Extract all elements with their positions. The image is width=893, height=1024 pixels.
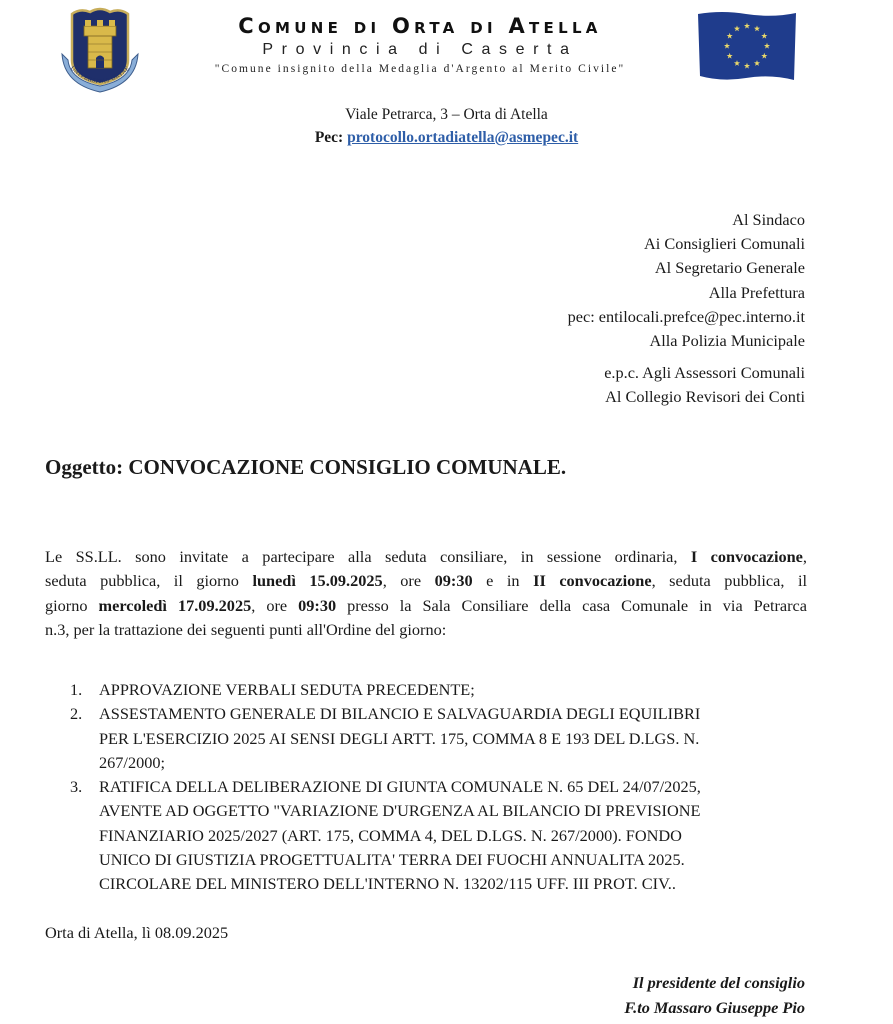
first-date: lunedì 15.09.2025: [252, 571, 383, 591]
agenda-item: [70, 775, 810, 896]
agenda-number: 1.: [70, 680, 83, 699]
body-line: [45, 594, 807, 618]
coat-of-arms-icon: [58, 4, 142, 96]
agenda-line: RATIFICA DELLA DELIBERAZIONE DI GIUNTA COMUNALE N. 65 DEL 24/07/2025,: [99, 777, 701, 797]
body-paragraph: [45, 545, 807, 643]
agenda-line: PER L'ESERCIZIO 2025 AI SENSI DEGLI ARTT. 175, COMMA 8 E 193 DEL D.LGS. N.: [99, 728, 700, 748]
signatory-role: Il presidente del consiglio: [632, 973, 805, 992]
spacer: [568, 353, 805, 361]
province-name: Provincia di Caserta: [262, 41, 578, 58]
body-line: n.3, per la trattazione dei seguenti punti all'Ordine del giorno:: [45, 620, 447, 640]
body-line: [45, 569, 807, 593]
body-line: [45, 545, 807, 569]
recipient: Al Segretario Generale: [654, 258, 805, 278]
signature-block: [624, 970, 805, 1020]
recipients-block: [568, 208, 805, 410]
address-street: Viale Petrarca, 3 – Orta di Atella: [345, 106, 548, 123]
text: ,: [802, 547, 807, 566]
second-convocation: II convocazione: [533, 571, 652, 591]
pec-label: Pec:: [314, 129, 344, 146]
recipient-cc: e.p.c. Agli Assessori Comunali: [604, 363, 805, 383]
recipient: Alla Prefettura: [708, 282, 805, 302]
text: e in: [472, 571, 534, 591]
text: Le SS.LL. sono invitate a partecipare alla seduta consiliare, in sessione ordinaria,: [45, 547, 691, 566]
text: , ore: [382, 571, 435, 591]
municipality-title: Comune di Orta di Atella: [238, 14, 602, 38]
pec-email-link[interactable]: protocollo.ortadiatella@asmepec.it: [347, 129, 579, 146]
first-time: 09:30: [434, 571, 473, 591]
recipient-cc: Al Collegio Revisori dei Conti: [605, 387, 805, 407]
agenda-line: ASSESTAMENTO GENERALE DI BILANCIO E SALVAGUARDIA DEGLI EQUILIBRI: [99, 704, 701, 724]
signatory-name: F.to Massaro Giuseppe Pio: [624, 998, 805, 1017]
crest-ribbon-textpath: UNIVERSITAS ORTAE: [68, 64, 132, 86]
text: giorno: [45, 595, 99, 615]
agenda-item: [70, 702, 810, 775]
second-date: mercoledì 17.09.2025: [98, 595, 252, 615]
agenda-line: APPROVAZIONE VERBALI SEDUTA PRECEDENTE;: [99, 680, 475, 699]
text: presso la Sala Consiliare della casa Comunale in via Petrarca: [336, 595, 808, 615]
agenda-list: [70, 678, 810, 897]
agenda-line: 267/2000;: [99, 752, 166, 772]
agenda-line: UNICO DI GIUSTIZIA PROGETTUALITA' TERRA DEI FUOCHI ANNUALITA 2025.: [99, 850, 685, 870]
agenda-item: [70, 678, 810, 702]
agenda-number: 3.: [70, 777, 83, 797]
agenda-line: FINANZIARIO 2025/2027 (ART. 175, COMMA 4, DEL D.LGS. N. 267/2000). FONDO: [99, 825, 682, 845]
municipality-motto: "Comune insignito della Medaglia d'Argento al Merito Civile": [214, 63, 626, 75]
recipient: Ai Consiglieri Comunali: [644, 234, 805, 254]
agenda-line: CIRCOLARE DEL MINISTERO DELL'INTERNO N. 13202/115 UFF. III PROT. CIV..: [99, 874, 676, 894]
text: , ore: [251, 595, 299, 615]
agenda-number: 2.: [70, 704, 83, 724]
recipient: Alla Polizia Municipale: [649, 331, 805, 351]
text: seduta pubblica, il giorno: [45, 571, 253, 591]
recipient: Al Sindaco: [732, 210, 805, 229]
agenda-line: AVENTE AD OGGETTO "VARIAZIONE D'URGENZA AL BILANCIO DI PREVISIONE: [99, 801, 701, 821]
first-convocation: I convocazione: [690, 547, 803, 566]
recipient-pec: pec: entilocali.prefce@pec.interno.it: [567, 306, 805, 326]
second-time: 09:30: [298, 595, 337, 615]
subject-line: Oggetto: CONVOCAZIONE CONSIGLIO COMUNALE.: [45, 455, 567, 479]
text: , seduta pubblica, il: [651, 571, 808, 591]
place-and-date: Orta di Atella, lì 08.09.2025: [45, 923, 229, 942]
eu-flag-icon: [696, 10, 798, 82]
address-pec: [0, 129, 893, 147]
